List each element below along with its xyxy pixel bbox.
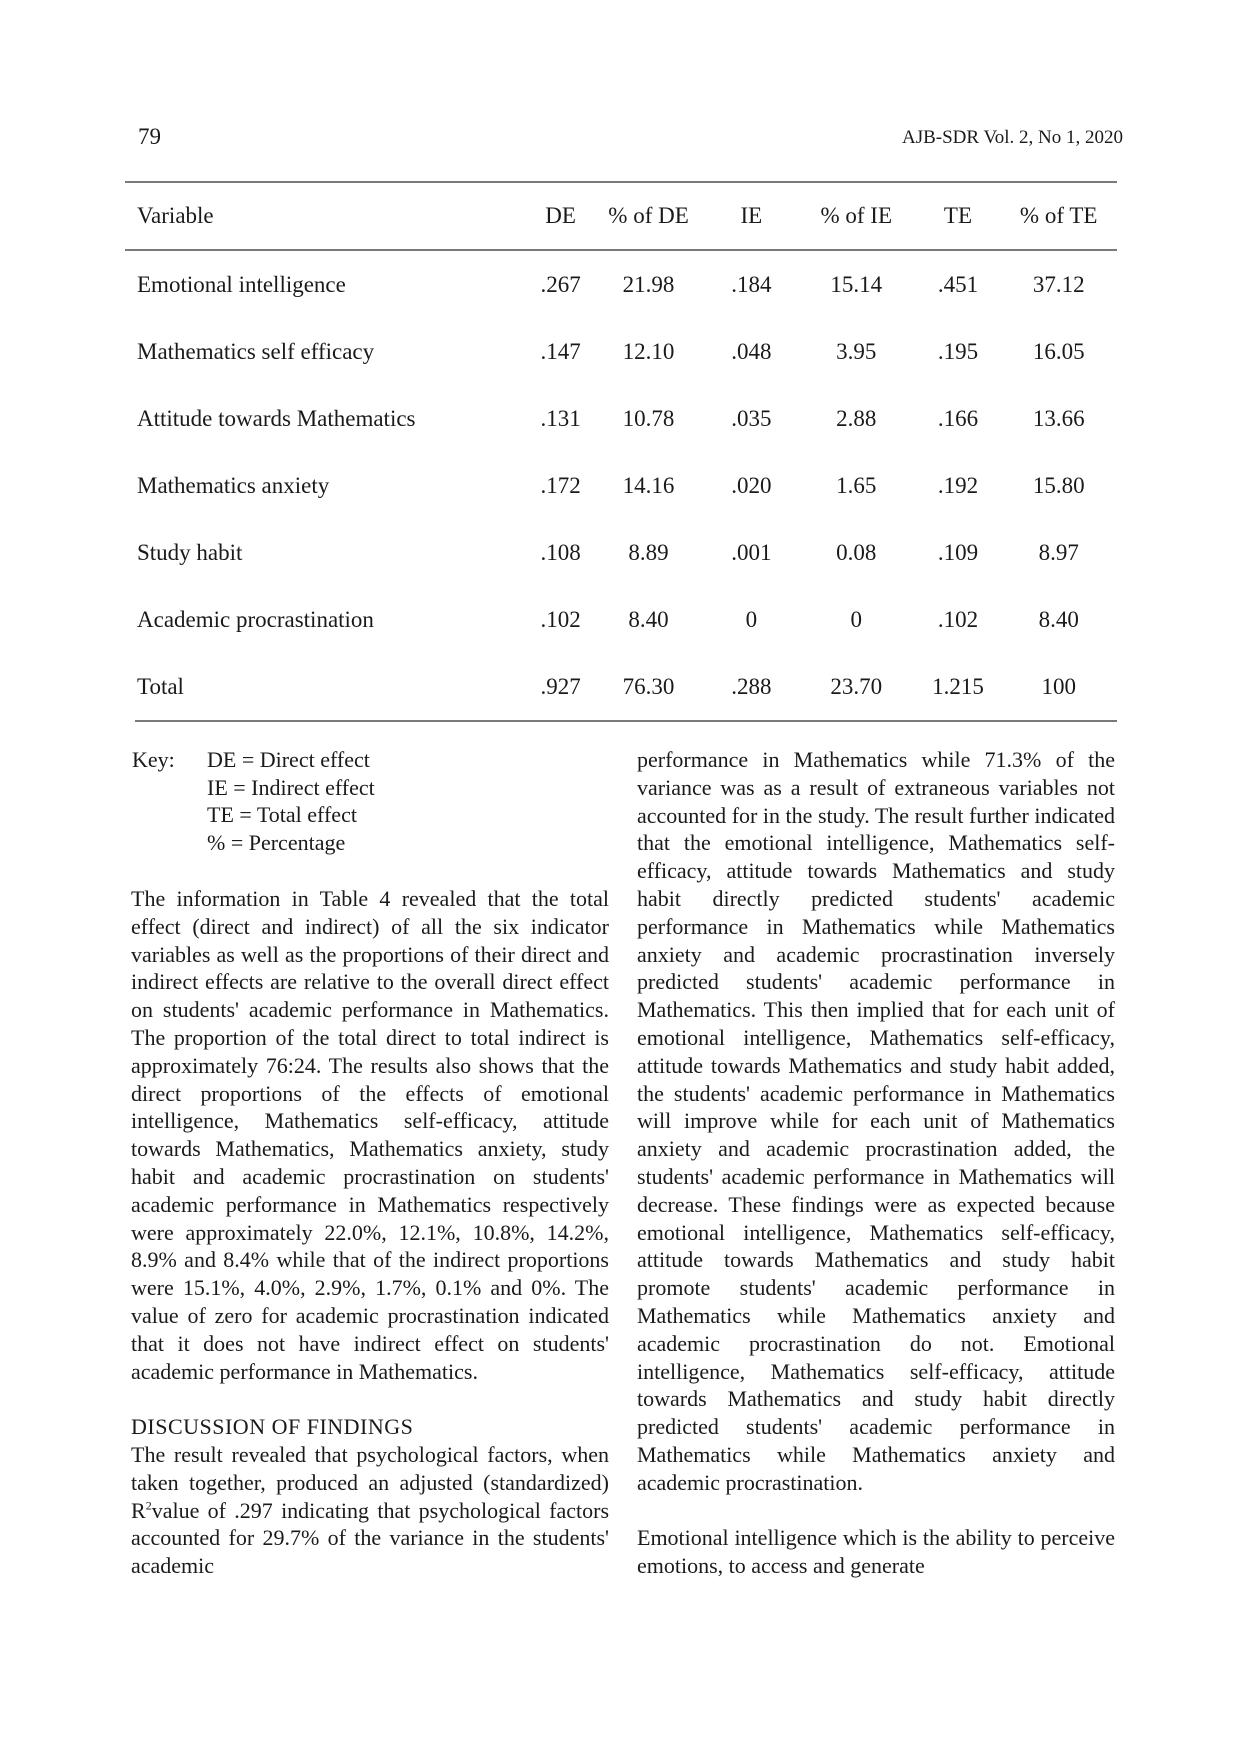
col-header-de: DE — [545, 203, 576, 228]
cell-variable: Attitude towards Mathematics — [137, 405, 416, 431]
table-row — [125, 385, 1117, 452]
cell-pct-de: 10.78 — [622, 405, 675, 431]
cell-variable: Mathematics anxiety — [137, 472, 330, 498]
table-bottom-rule — [135, 720, 1117, 722]
cell-pct-ie: 1.65 — [836, 472, 877, 498]
superscript: 2 — [145, 1498, 152, 1513]
table-header-row — [125, 183, 1117, 249]
col-header-ie: IE — [740, 203, 763, 228]
cell-ie: .184 — [731, 271, 772, 297]
col-header-pct-ie: % of IE — [820, 203, 893, 228]
cell-pct-te: 16.05 — [1032, 338, 1085, 364]
cell-pct-te: 8.40 — [1038, 606, 1079, 632]
cell-pct-de: 21.98 — [622, 271, 675, 297]
journal-citation: AJB-SDR Vol. 2, No 1, 2020 — [901, 127, 1123, 148]
text-span: The result revealed that psychological factors, when taken together, produced an adjusted (standardized) R — [131, 1441, 609, 1523]
cell-te: .192 — [937, 472, 979, 498]
section-heading: DISCUSSION OF FINDINGS — [131, 1414, 414, 1440]
cell-pct-te: 37.12 — [1032, 271, 1085, 297]
cell-pct-ie: 3.95 — [836, 338, 877, 364]
table-row — [125, 452, 1117, 519]
page-header — [138, 124, 1123, 150]
cell-pct-ie: 23.70 — [830, 673, 883, 699]
key-label: Key: — [132, 747, 175, 772]
cell-ie: .048 — [731, 338, 772, 364]
cell-ie: .001 — [731, 539, 772, 565]
cell-variable: Emotional intelligence — [137, 271, 346, 297]
left-text-column — [131, 885, 609, 1580]
col-header-te: TE — [943, 203, 973, 228]
cell-variable: Study habit — [137, 539, 243, 565]
cell-pct-ie: 0 — [850, 606, 862, 632]
key-item: DE = Direct effect — [207, 747, 370, 772]
cell-variable: Mathematics self efficacy — [137, 338, 375, 364]
cell-ie: 0 — [745, 606, 758, 632]
cell-te: .109 — [937, 539, 979, 565]
cell-pct-te: 8.97 — [1038, 539, 1079, 565]
cell-ie: .035 — [731, 405, 772, 431]
key-item: % = Percentage — [207, 829, 346, 855]
col-header-pct-te: % of TE — [1019, 203, 1098, 228]
cell-de: .147 — [540, 338, 581, 364]
cell-de: .102 — [540, 606, 581, 632]
cell-pct-ie: 0.08 — [836, 539, 877, 565]
col-header-pct-de: % of DE — [608, 203, 689, 228]
cell-pct-ie: 15.14 — [830, 271, 883, 297]
cell-te: 1.215 — [932, 673, 984, 699]
cell-de: .172 — [540, 472, 581, 498]
effects-table — [125, 181, 1117, 722]
text-span: value of .297 indicating that psychological factors accounted for 29.7% of the variance in the students' academic — [131, 1497, 609, 1579]
cell-te: .451 — [937, 271, 979, 297]
right-text-column — [637, 746, 1115, 1580]
cell-pct-te: 100 — [1041, 673, 1076, 699]
table-row — [125, 586, 1117, 653]
key-item: IE = Indirect effect — [207, 774, 375, 800]
cell-pct-te: 13.66 — [1032, 405, 1085, 431]
body-paragraph: The information in Table 4 revealed that the total effect (direct and indirect) of all the six indicator variables as well as the proportions of their direct and indirect effects are relative to the overall direct effect on students' academic performance in Mathematics. The proportion of the total direct to total indirect is approximately 76:24. The results also shows that the direct proportions of the effects of emotional intelligence, Mathematics self-efficacy, attitude towards Mathematics, Mathematics anxiety, study habit and academic procrastination on students' academic performance in Mathematics respectively were approximately 22.0%, 12.1%, 10.8%, 14.2%, 8.9% and 8.4% while that of the indirect proportions were 15.1%, 4.0%, 2.9%, 1.7%, 0.1% and 0%. The value of zero for academic procrastination indicated that it does not have indirect effect on students' academic performance in Mathematics. — [131, 886, 609, 1384]
cell-te: .195 — [937, 338, 979, 364]
cell-pct-te: 15.80 — [1032, 472, 1085, 498]
cell-de: .927 — [540, 673, 581, 699]
cell-pct-de: 8.89 — [628, 539, 669, 565]
key-item: TE = Total effect — [207, 802, 357, 827]
cell-pct-de: 8.40 — [628, 606, 669, 632]
cell-de: .108 — [540, 539, 581, 565]
cell-te: .166 — [937, 405, 979, 431]
table-row — [125, 318, 1117, 385]
cell-ie: .288 — [731, 673, 772, 699]
cell-variable: Total — [137, 673, 184, 699]
page-number: 79 — [138, 124, 161, 149]
body-paragraph: performance in Mathematics while 71.3% of the variance was as a result of extraneous variables not accounted for in the study. The result further indicated that the emotional intelligence, Mathematics self-efficacy, attitude towards Mathematics and study habit directly predicted students' academic performance in Mathematics while Mathematics anxiety and academic procrastination inversely predicted students' academic performance in Mathematics. This then implied that for each unit of emotional intelligence, Mathematics self-efficacy, attitude towards Mathematics and study habit added, the students' academic performance in Mathematics will improve while for each unit of Mathematics anxiety and academic procrastination added, the students' academic performance in Mathematics will decrease. These findings were as expected because emotional intelligence, Mathematics self-efficacy, attitude towards Mathematics and study habit promote students' academic performance in Mathematics while Mathematics anxiety and academic procrastination do not. Emotional intelligence, Mathematics self-efficacy, attitude towards Mathematics and study habit directly predicted students' academic performance in Mathematics while Mathematics anxiety and academic procrastination. — [637, 747, 1115, 1495]
cell-pct-de: 12.10 — [622, 338, 675, 364]
body-paragraph — [131, 1441, 609, 1580]
table-row — [125, 251, 1117, 318]
body-paragraph: Emotional intelligence which is the ability to perceive emotions, to access and generate — [637, 1525, 1115, 1579]
cell-pct-de: 76.30 — [622, 673, 675, 699]
cell-de: .131 — [540, 405, 581, 431]
col-header-variable: Variable — [137, 203, 214, 228]
cell-ie: .020 — [731, 472, 772, 498]
cell-pct-ie: 2.88 — [836, 405, 877, 431]
table-row — [125, 519, 1117, 586]
cell-te: .102 — [937, 606, 979, 632]
table-row-total — [125, 653, 1117, 720]
cell-pct-de: 14.16 — [622, 472, 675, 498]
cell-de: .267 — [540, 271, 581, 297]
cell-variable: Academic procrastination — [137, 606, 374, 632]
